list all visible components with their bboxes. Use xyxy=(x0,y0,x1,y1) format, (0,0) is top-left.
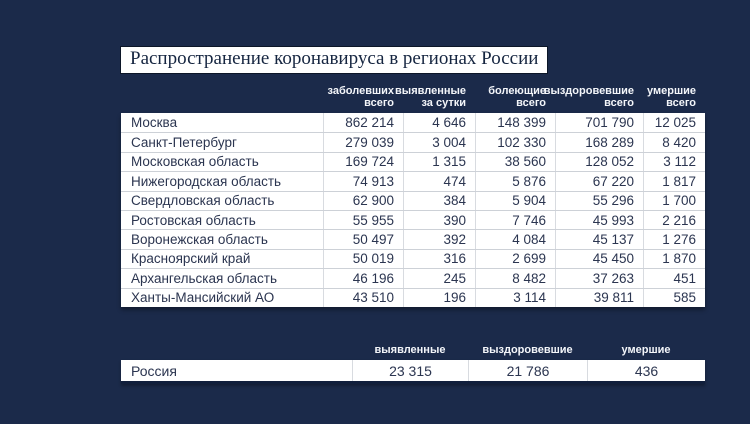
column-header-infected-total xyxy=(323,85,403,112)
value-cell: 128 052 xyxy=(555,153,643,171)
value-cell: 5 904 xyxy=(475,192,555,210)
value-cell: 196 xyxy=(403,289,475,307)
value-cell: 4 646 xyxy=(403,113,475,132)
column-header-deaths-total xyxy=(643,85,705,112)
russia-label-cell: Россия xyxy=(131,362,177,379)
russia-table-header xyxy=(121,344,705,357)
value-cell: 384 xyxy=(403,192,475,210)
value-cell: 2 699 xyxy=(475,250,555,268)
value-cell: 701 790 xyxy=(555,113,643,132)
value-cell: 8 482 xyxy=(475,269,555,287)
value-cell: 168 289 xyxy=(555,133,643,151)
value-cell: 316 xyxy=(403,250,475,268)
russia-row xyxy=(121,360,705,381)
russia-table xyxy=(121,360,705,384)
value-cell: 45 993 xyxy=(555,211,643,229)
column-header-line: болеющие xyxy=(488,85,546,97)
region-name-cell: Ханты-Мансийский АО xyxy=(131,290,275,306)
value-cell: 23 315 xyxy=(352,360,468,381)
column-header-line: заболевших xyxy=(327,85,394,97)
value-cell: 8 420 xyxy=(643,133,705,151)
value-cell: 451 xyxy=(643,269,705,287)
column-header-recovered-total xyxy=(543,85,643,112)
column-header-line: выздоровевшие xyxy=(543,85,634,97)
regions-table-header xyxy=(121,85,705,112)
value-cell: 43 510 xyxy=(323,289,403,307)
value-cell: 279 039 xyxy=(323,133,403,151)
value-cell: 67 220 xyxy=(555,172,643,190)
table-row xyxy=(121,152,705,171)
column-header-line: умершие xyxy=(647,85,696,97)
table-row xyxy=(121,113,705,132)
value-cell: 1 817 xyxy=(643,172,705,190)
region-name-cell: Архангельская область xyxy=(131,270,278,286)
column-header-line: за сутки xyxy=(421,96,466,109)
value-cell: 50 019 xyxy=(323,250,403,268)
value-cell: 55 296 xyxy=(555,192,643,210)
region-name-cell: Москва xyxy=(131,115,178,131)
value-cell: 1 700 xyxy=(643,192,705,210)
value-cell: 38 560 xyxy=(475,153,555,171)
value-cell: 1 315 xyxy=(403,153,475,171)
value-cell: 436 xyxy=(587,360,705,381)
value-cell: 37 263 xyxy=(555,269,643,287)
table-row xyxy=(121,288,705,307)
region-name-cell: Санкт-Петербург xyxy=(131,135,237,151)
region-name-cell: Нижегородская область xyxy=(131,173,282,189)
value-cell: 102 330 xyxy=(475,133,555,151)
value-cell: 62 900 xyxy=(323,192,403,210)
value-cell: 392 xyxy=(403,230,475,248)
value-cell: 148 399 xyxy=(475,113,555,132)
value-cell: 1 870 xyxy=(643,250,705,268)
value-cell: 3 004 xyxy=(403,133,475,151)
table-row xyxy=(121,249,705,268)
russia-label-column-header xyxy=(121,344,352,357)
region-name-cell: Воронежская область xyxy=(131,232,268,248)
value-cell: 46 196 xyxy=(323,269,403,287)
table-row xyxy=(121,210,705,229)
value-cell: 245 xyxy=(403,269,475,287)
value-cell: 55 955 xyxy=(323,211,403,229)
region-name-cell: Ростовская область xyxy=(131,212,256,228)
column-header-line: всего xyxy=(516,96,546,109)
page-title: Распространение коронавируса в регионах России xyxy=(120,46,548,74)
value-cell: 45 450 xyxy=(555,250,643,268)
value-cell: 74 913 xyxy=(323,172,403,190)
column-header-recovered: выздоровевшие xyxy=(482,344,573,356)
table-row xyxy=(121,229,705,248)
value-cell: 4 084 xyxy=(475,230,555,248)
table-row xyxy=(121,132,705,151)
table-row xyxy=(121,268,705,287)
value-cell: 1 276 xyxy=(643,230,705,248)
value-cell: 3 112 xyxy=(643,153,705,171)
region-name-cell: Свердловская область xyxy=(131,193,275,209)
regions-table xyxy=(121,113,705,307)
value-cell: 3 114 xyxy=(475,289,555,307)
column-header-detected: выявленные xyxy=(374,344,446,356)
value-cell: 169 724 xyxy=(323,153,403,171)
value-cell: 390 xyxy=(403,211,475,229)
region-column-header xyxy=(121,85,323,112)
value-cell: 2 216 xyxy=(643,211,705,229)
column-header-line: всего xyxy=(364,96,394,109)
table-row xyxy=(121,171,705,190)
column-header-line: всего xyxy=(604,96,634,109)
value-cell: 585 xyxy=(643,289,705,307)
value-cell: 5 876 xyxy=(475,172,555,190)
value-cell: 12 025 xyxy=(643,113,705,132)
value-cell: 50 497 xyxy=(323,230,403,248)
region-name-cell: Красноярский край xyxy=(131,251,251,267)
region-name-cell: Московская область xyxy=(131,154,259,170)
column-header-deaths: умершие xyxy=(621,344,671,356)
column-header-line: выявленные xyxy=(395,85,466,97)
value-cell: 39 811 xyxy=(555,289,643,307)
value-cell: 21 786 xyxy=(468,360,587,381)
column-header-detected-daily xyxy=(395,85,475,112)
value-cell: 7 746 xyxy=(475,211,555,229)
value-cell: 474 xyxy=(403,172,475,190)
value-cell: 862 214 xyxy=(323,113,403,132)
column-header-line: всего xyxy=(666,96,696,109)
table-row xyxy=(121,191,705,210)
value-cell: 45 137 xyxy=(555,230,643,248)
